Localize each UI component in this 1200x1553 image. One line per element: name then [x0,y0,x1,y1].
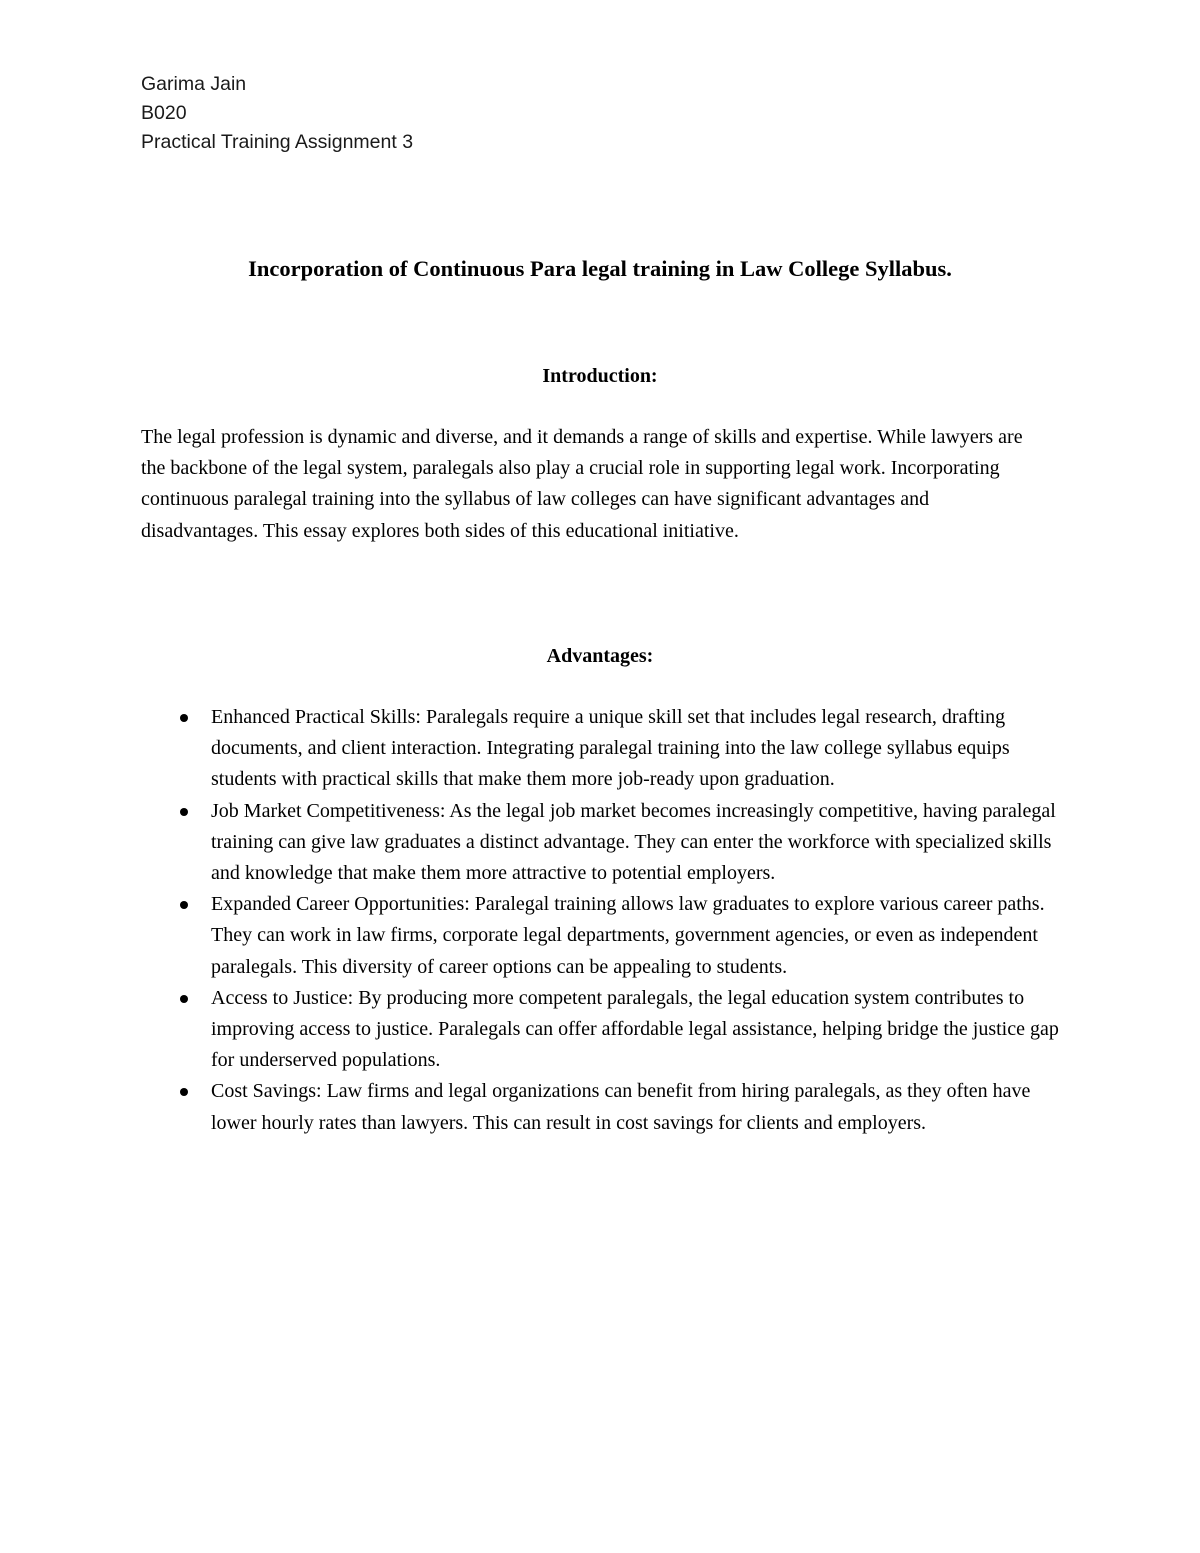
list-item [141,702,1071,796]
list-item [141,796,1071,890]
list-item-text: Enhanced Practical Skills: Paralegals require a unique skill set that includes legal research, drafting documents, and client interaction. Integrating paralegal training into the law college syllabus equips students with practical skills that make them more job-ready upon graduation. [211,706,1010,791]
advantages-list [141,702,1071,1139]
list-item-text: Access to Justice: By producing more competent paralegals, the legal education system contributes to improving access to justice. Paralegals can offer affordable legal assistance, helping bridge the justice gap for underserved populations. [211,986,1059,1072]
author-name: Garima Jain [141,73,247,95]
list-item-text: Job Market Competitiveness: As the legal job market becomes increasingly competitive, having paralegal training can give law graduates a distinct advantage. They can enter the workforce with specialized skills and knowledge that make them more attractive to potential employers. [211,799,1056,885]
list-item-text: Cost Savings: Law firms and legal organizations can benefit from hiring paralegals, as they often have lower hourly rates than lawyers. This can result in cost savings for clients and employers. [211,1080,1031,1134]
list-item-text: Expanded Career Opportunities: Paralegal training allows law graduates to explore various career paths. They can work in law firms, corporate legal departments, government agencies, or even as independent paralegals. This diversity of career options can be appealing to students. [211,893,1045,978]
roll-number: B020 [141,102,187,124]
bullet-icon [180,808,188,816]
bullet-icon [180,714,188,722]
document-title: Incorporation of Continuous Para legal training in Law College Syllabus. [248,256,952,281]
bullet-icon [180,995,188,1003]
list-item [141,1076,1071,1138]
list-item [141,889,1071,983]
advantages-heading: Advantages: [546,645,654,667]
assignment-label: Practical Training Assignment 3 [141,131,414,153]
introduction-paragraph: The legal profession is dynamic and diverse, and it demands a range of skills and expertise. While lawyers are the backbone of the legal system, paralegals also play a crucial role in supporting legal work. Incorporating continuous paralegal training into the syllabus of law colleges can have significant advantages and disadvantages. This essay explores both sides of this educational initiative. [141,426,1023,542]
bullet-icon [180,1088,188,1096]
bullet-icon [180,901,188,909]
introduction-heading: Introduction: [542,365,658,387]
author-header [141,70,413,157]
list-item [141,983,1071,1077]
